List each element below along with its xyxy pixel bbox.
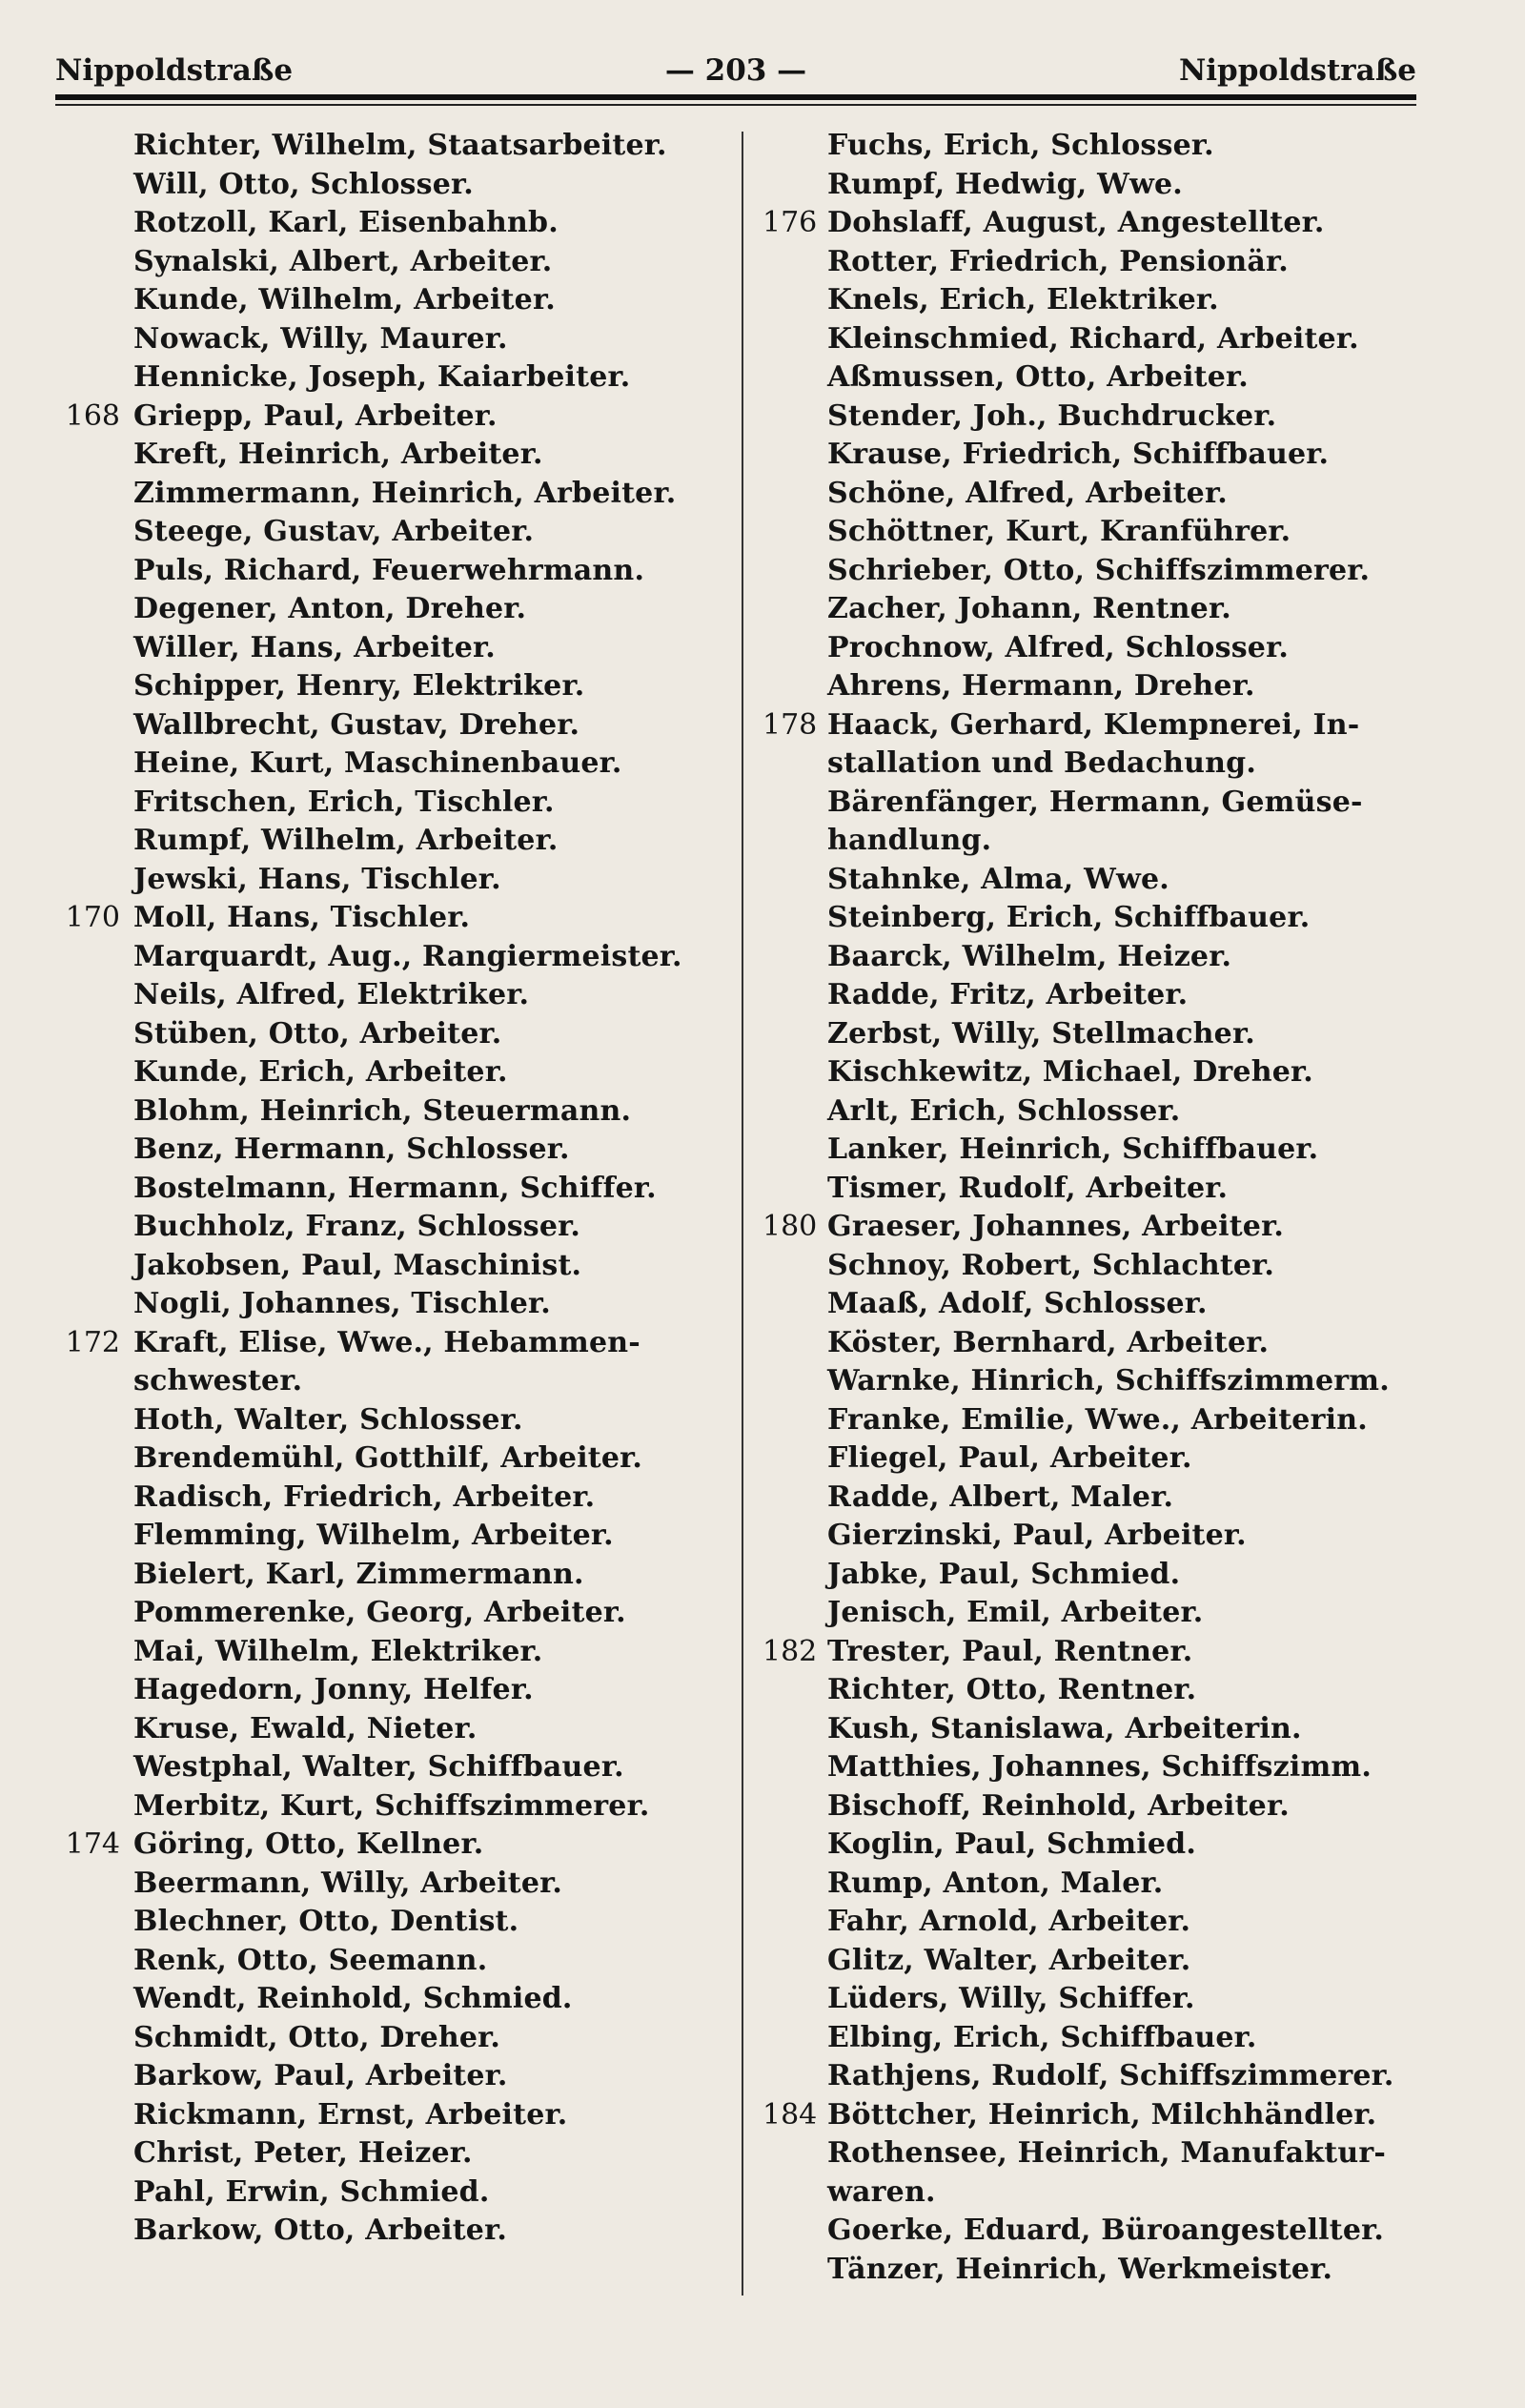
resident-entry: Pommerenke, Georg, Arbeiter.	[133, 1596, 626, 1629]
resident-entry: Schöne, Alfred, Arbeiter.	[827, 476, 1228, 510]
resident-entry: Richter, Otto, Rentner.	[827, 1673, 1197, 1706]
list-item	[55, 938, 742, 977]
list-item	[55, 1285, 742, 1324]
resident-entry: Willer, Hans, Arbeiter.	[133, 630, 496, 664]
house-number: 180	[762, 1210, 818, 1243]
resident-entry: Blohm, Heinrich, Steuermann.	[133, 1093, 632, 1128]
list-item	[55, 706, 742, 745]
list-item	[762, 629, 1430, 668]
resident-entry: Bostelmann, Hermann, Schiffer.	[133, 1171, 657, 1205]
resident-entry: Jenisch, Emil, Arbeiter.	[827, 1596, 1204, 1629]
resident-entry: Lanker, Heinrich, Schiffbauer.	[827, 1133, 1319, 1166]
resident-entry: Matthies, Johannes, Schiffszimm.	[827, 1750, 1372, 1784]
list-item	[762, 475, 1430, 514]
list-item	[762, 166, 1430, 205]
resident-entry: Christ, Peter, Heizer.	[133, 2136, 473, 2170]
list-item	[55, 552, 742, 591]
list-item	[762, 1594, 1430, 1633]
list-item	[55, 1131, 742, 1170]
resident-entry: Glitz, Walter, Arbeiter.	[827, 1943, 1191, 1977]
resident-entry: Elbing, Erich, Schiffbauer.	[827, 2020, 1257, 2054]
list-item	[762, 2134, 1430, 2173]
resident-entry: Köster, Bernhard, Arbeiter.	[827, 1325, 1270, 1359]
list-item	[762, 1092, 1430, 1132]
list-item	[762, 2096, 1430, 2135]
list-item	[55, 1439, 742, 1479]
resident-entry: Westphal, Walter, Schiffbauer.	[133, 1750, 624, 1784]
list-item	[55, 822, 742, 861]
list-item	[55, 976, 742, 1015]
list-item	[762, 1826, 1430, 1865]
list-item	[55, 398, 742, 437]
resident-entry: Baarck, Wilhelm, Heizer.	[827, 939, 1232, 973]
list-item	[762, 2212, 1430, 2251]
list-item	[762, 745, 1430, 784]
list-item	[762, 1980, 1430, 2019]
house-number: 182	[762, 1634, 818, 1668]
list-item	[762, 1903, 1430, 1942]
list-item	[55, 1247, 742, 1286]
resident-entry: Steege, Gustav, Arbeiter.	[133, 515, 535, 548]
resident-entry: Zimmermann, Heinrich, Arbeiter.	[133, 476, 677, 510]
list-item	[55, 861, 742, 900]
list-item	[762, 320, 1430, 359]
list-item	[55, 1594, 742, 1633]
resident-entry: Moll, Hans, Tischler.	[133, 901, 471, 934]
house-number: 184	[762, 2097, 818, 2132]
list-item	[762, 358, 1430, 398]
resident-entry: Schipper, Henry, Elektriker.	[133, 669, 585, 703]
resident-entry: handlung.	[827, 824, 992, 857]
resident-entry: Radisch, Friedrich, Arbeiter.	[133, 1479, 596, 1514]
resident-entry: Will, Otto, Schlosser.	[133, 167, 474, 201]
list-item	[55, 667, 742, 706]
resident-entry: Knels, Erich, Elektriker.	[827, 283, 1219, 316]
resident-entry: Goerke, Eduard, Büroangestellter.	[827, 2214, 1385, 2247]
list-item	[55, 1015, 742, 1054]
header-rule-thick	[55, 94, 1416, 100]
resident-entry: Neils, Alfred, Elektriker.	[133, 978, 530, 1011]
house-number: 178	[762, 707, 818, 742]
resident-entry: Bischoff, Reinhold, Arbeiter.	[827, 1788, 1290, 1823]
resident-entry: Kraft, Elise, Wwe., Hebammen-	[133, 1325, 640, 1359]
list-item	[55, 1942, 742, 1981]
list-item	[55, 1053, 742, 1092]
house-number: 176	[762, 206, 818, 239]
resident-entry: Schnoy, Robert, Schlachter.	[827, 1248, 1275, 1282]
resident-entry: Nowack, Willy, Maurer.	[133, 321, 508, 356]
list-item	[55, 1208, 742, 1247]
list-item	[762, 1710, 1430, 1749]
list-item	[55, 358, 742, 398]
list-item	[55, 281, 742, 320]
house-number: 174	[65, 1827, 120, 1861]
list-item	[55, 1710, 742, 1749]
resident-entry: Richter, Wilhelm, Staatsarbeiter.	[133, 129, 667, 162]
list-item	[55, 2019, 742, 2058]
list-item	[762, 976, 1430, 1015]
resident-entry: Jakobsen, Paul, Maschinist.	[133, 1248, 582, 1282]
list-item	[762, 1942, 1430, 1981]
list-item	[55, 243, 742, 282]
resident-entry: Kunde, Erich, Arbeiter.	[133, 1055, 508, 1089]
list-item	[55, 1092, 742, 1132]
list-item	[55, 1980, 742, 2019]
resident-entry: Mai, Wilhelm, Elektriker.	[133, 1634, 543, 1668]
page-number: — 203 —	[664, 53, 807, 88]
resident-entry: Kruse, Ewald, Nieter.	[133, 1711, 478, 1745]
resident-entry: waren.	[827, 2174, 936, 2209]
resident-entry: Blechner, Otto, Dentist.	[133, 1905, 519, 1938]
resident-entry: Schmidt, Otto, Dreher.	[133, 2020, 501, 2054]
list-item	[55, 1401, 742, 1440]
list-item	[55, 1170, 742, 1209]
resident-entry: Rothensee, Heinrich, Manufaktur-	[827, 2136, 1386, 2170]
list-item	[55, 2212, 742, 2251]
resident-entry: Trester, Paul, Rentner.	[827, 1634, 1193, 1668]
resident-entry: Beermann, Willy, Arbeiter.	[133, 1866, 563, 1900]
house-number: 168	[65, 398, 120, 433]
header-street-right: Nippoldstraße	[1178, 53, 1416, 88]
list-item	[762, 1479, 1430, 1518]
resident-entry: Bielert, Karl, Zimmermann.	[133, 1557, 584, 1591]
resident-entry: Hennicke, Joseph, Kaiarbeiter.	[133, 360, 631, 394]
list-item	[55, 204, 742, 243]
resident-entry: Benz, Hermann, Schlosser.	[133, 1133, 570, 1166]
resident-entry: Schrieber, Otto, Schiffszimmerer.	[827, 553, 1371, 587]
list-item	[762, 1748, 1430, 1787]
resident-entry: Zerbst, Willy, Stellmacher.	[827, 1016, 1255, 1051]
list-item	[55, 1748, 742, 1787]
list-item	[762, 1556, 1430, 1595]
resident-entry: Flemming, Wilhelm, Arbeiter.	[133, 1519, 614, 1552]
list-item	[55, 1671, 742, 1710]
resident-entry: Rickmann, Ernst, Arbeiter.	[133, 2097, 568, 2132]
resident-entry: Fuchs, Erich, Schlosser.	[827, 129, 1214, 162]
right-column	[762, 127, 1430, 2289]
list-item	[55, 475, 742, 514]
resident-entry: Krause, Friedrich, Schiffbauer.	[827, 438, 1330, 471]
list-item	[55, 320, 742, 359]
list-item	[55, 1362, 742, 1401]
list-item	[55, 513, 742, 552]
resident-entry: Tismer, Rudolf, Arbeiter.	[827, 1171, 1229, 1205]
resident-entry: Griepp, Paul, Arbeiter.	[133, 398, 498, 433]
resident-entry: Buchholz, Franz, Schlosser.	[133, 1210, 581, 1243]
resident-entry: Rumpf, Hedwig, Wwe.	[827, 167, 1183, 201]
resident-entry: Wallbrecht, Gustav, Dreher.	[133, 707, 580, 742]
list-item	[762, 552, 1430, 591]
list-item	[55, 436, 742, 475]
resident-entry: Fliegel, Paul, Arbeiter.	[827, 1441, 1192, 1475]
resident-entry: Renk, Otto, Seemann.	[133, 1943, 488, 1977]
list-item	[762, 784, 1430, 823]
list-item	[55, 784, 742, 823]
list-item	[762, 938, 1430, 977]
resident-entry: Rathjens, Rudolf, Schiffszimmerer.	[827, 2059, 1394, 2092]
list-item	[55, 1826, 742, 1865]
resident-entry: Prochnow, Alfred, Schlosser.	[827, 630, 1289, 664]
resident-entry: Puls, Richard, Feuerwehrmann.	[133, 553, 645, 587]
list-item	[762, 2019, 1430, 2058]
list-item	[762, 436, 1430, 475]
resident-entry: Dohslaff, August, Angestellter.	[827, 206, 1325, 239]
list-item	[55, 629, 742, 668]
list-item	[762, 590, 1430, 629]
list-item	[762, 1131, 1430, 1170]
resident-entry: Gierzinski, Paul, Arbeiter.	[827, 1519, 1247, 1552]
resident-entry: Wendt, Reinhold, Schmied.	[133, 1982, 573, 2015]
list-item	[55, 590, 742, 629]
resident-entry: Lüders, Willy, Schiffer.	[827, 1982, 1195, 2015]
resident-entry: Maaß, Adolf, Schlosser.	[827, 1287, 1208, 1320]
resident-entry: Böttcher, Heinrich, Milchhändler.	[827, 2097, 1377, 2132]
resident-entry: Fahr, Arnold, Arbeiter.	[827, 1905, 1191, 1938]
list-item	[762, 2057, 1430, 2096]
resident-entry: Zacher, Johann, Rentner.	[827, 592, 1231, 625]
list-item	[55, 1517, 742, 1556]
page-header	[55, 46, 1416, 95]
list-item	[762, 1247, 1430, 1286]
resident-entry: Göring, Otto, Kellner.	[133, 1827, 484, 1861]
list-item	[762, 1787, 1430, 1826]
header-street-left: Nippoldstraße	[55, 53, 294, 88]
house-number: 172	[65, 1325, 120, 1359]
resident-entry: Synalski, Albert, Arbeiter.	[133, 244, 553, 278]
list-item	[762, 2173, 1430, 2213]
list-item	[762, 899, 1430, 938]
list-item	[762, 1401, 1430, 1440]
list-item	[762, 1324, 1430, 1363]
resident-entry: Nogli, Johannes, Tischler.	[133, 1287, 551, 1320]
resident-entry: Kreft, Heinrich, Arbeiter.	[133, 438, 543, 471]
list-item	[762, 513, 1430, 552]
list-item	[762, 1015, 1430, 1054]
list-item	[55, 1556, 742, 1595]
resident-entry: Bärenfänger, Hermann, Gemüse-	[827, 785, 1363, 819]
resident-entry: Hoth, Walter, Schlosser.	[133, 1402, 523, 1437]
list-item	[762, 127, 1430, 166]
house-number: 170	[65, 901, 120, 934]
left-column	[55, 127, 742, 2251]
resident-entry: Rotter, Friedrich, Pensionär.	[827, 244, 1289, 278]
resident-entry: Aßmussen, Otto, Arbeiter.	[827, 360, 1249, 394]
list-item	[762, 1053, 1430, 1092]
list-item	[762, 1865, 1430, 1904]
list-item	[762, 1362, 1430, 1401]
resident-entry: schwester.	[133, 1364, 303, 1398]
list-item	[762, 2251, 1430, 2290]
resident-entry: Tänzer, Heinrich, Werkmeister.	[827, 2252, 1333, 2286]
resident-entry: Kleinschmied, Richard, Arbeiter.	[827, 321, 1359, 356]
list-item	[762, 1439, 1430, 1479]
list-item	[55, 127, 742, 166]
resident-entry: Schöttner, Kurt, Kranführer.	[827, 515, 1291, 548]
list-item	[55, 2134, 742, 2173]
list-item	[762, 1633, 1430, 1672]
resident-entry: Heine, Kurt, Maschinenbauer.	[133, 746, 622, 780]
resident-entry: Jewski, Hans, Tischler.	[133, 862, 501, 896]
resident-entry: Radde, Albert, Maler.	[827, 1479, 1174, 1514]
resident-entry: Barkow, Otto, Arbeiter.	[133, 2214, 507, 2247]
list-item	[55, 2057, 742, 2096]
list-item	[762, 861, 1430, 900]
header-rule-thin	[55, 104, 1416, 106]
resident-entry: Rumpf, Wilhelm, Arbeiter.	[133, 824, 559, 857]
list-item	[762, 243, 1430, 282]
resident-entry: Merbitz, Kurt, Schiffszimmerer.	[133, 1788, 650, 1823]
resident-entry: Koglin, Paul, Schmied.	[827, 1827, 1196, 1861]
resident-entry: Rotzoll, Karl, Eisenbahnb.	[133, 206, 559, 239]
resident-entry: Barkow, Paul, Arbeiter.	[133, 2059, 508, 2092]
resident-entry: Jabke, Paul, Schmied.	[827, 1557, 1181, 1591]
resident-entry: Rump, Anton, Maler.	[827, 1866, 1164, 1900]
list-item	[762, 1208, 1430, 1247]
list-item	[762, 667, 1430, 706]
list-item	[55, 166, 742, 205]
resident-entry: Radde, Fritz, Arbeiter.	[827, 978, 1189, 1011]
resident-entry: Pahl, Erwin, Schmied.	[133, 2174, 490, 2209]
list-item	[55, 1787, 742, 1826]
list-item	[55, 1865, 742, 1904]
list-item	[762, 281, 1430, 320]
resident-entry: Stahnke, Alma, Wwe.	[827, 862, 1169, 896]
resident-entry: Marquardt, Aug., Rangiermeister.	[133, 939, 682, 973]
list-item	[762, 1671, 1430, 1710]
list-item	[55, 1633, 742, 1672]
resident-entry: Ahrens, Hermann, Dreher.	[827, 669, 1255, 703]
resident-entry: Arlt, Erich, Schlosser.	[827, 1093, 1181, 1128]
list-item	[762, 398, 1430, 437]
list-item	[55, 1903, 742, 1942]
resident-entry: Warnke, Hinrich, Schiffszimmerm.	[827, 1364, 1390, 1398]
resident-entry: Kischkewitz, Michael, Dreher.	[827, 1055, 1313, 1089]
resident-entry: Fritschen, Erich, Tischler.	[133, 785, 555, 819]
list-item	[762, 1285, 1430, 1324]
resident-entry: Kunde, Wilhelm, Arbeiter.	[133, 283, 556, 316]
resident-entry: Degener, Anton, Dreher.	[133, 592, 527, 625]
resident-entry: Graeser, Johannes, Arbeiter.	[827, 1210, 1284, 1243]
list-item	[762, 204, 1430, 243]
list-item	[762, 822, 1430, 861]
list-item	[762, 706, 1430, 745]
resident-entry: Franke, Emilie, Wwe., Arbeiterin.	[827, 1402, 1368, 1437]
list-item	[762, 1517, 1430, 1556]
list-item	[55, 2173, 742, 2213]
resident-entry: Stender, Joh., Buchdrucker.	[827, 398, 1277, 433]
resident-entry: stallation und Bedachung.	[827, 746, 1256, 780]
list-item	[55, 2096, 742, 2135]
resident-entry: Kush, Stanislawa, Arbeiterin.	[827, 1711, 1302, 1745]
list-item	[55, 745, 742, 784]
column-divider	[742, 132, 743, 2296]
resident-entry: Haack, Gerhard, Klempnerei, In-	[827, 707, 1360, 742]
list-item	[762, 1170, 1430, 1209]
resident-entry: Hagedorn, Jonny, Helfer.	[133, 1673, 534, 1706]
resident-entry: Brendemühl, Gotthilf, Arbeiter.	[133, 1441, 643, 1475]
resident-entry: Stüben, Otto, Arbeiter.	[133, 1016, 502, 1051]
list-item	[55, 1479, 742, 1518]
resident-entry: Steinberg, Erich, Schiffbauer.	[827, 901, 1311, 934]
list-item	[55, 1324, 742, 1363]
list-item	[55, 899, 742, 938]
